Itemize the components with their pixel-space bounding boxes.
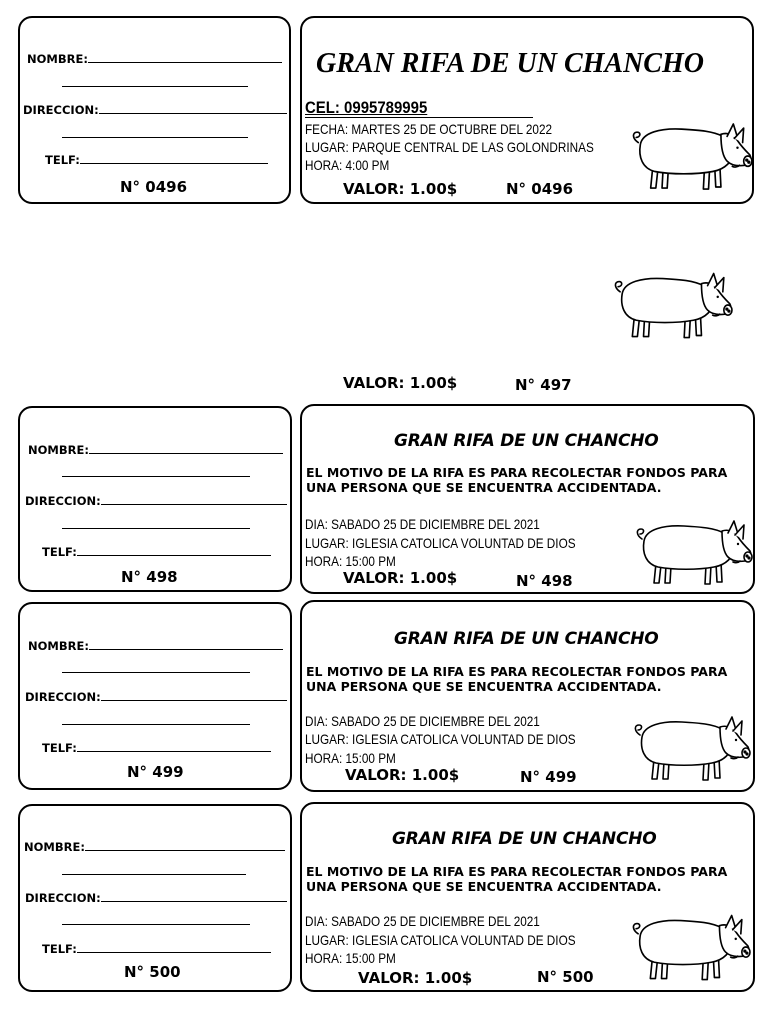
price-label: VALOR: 1.00$ — [345, 766, 460, 784]
direccion-field — [25, 891, 287, 905]
price-label: VALOR: 1.00$ — [343, 180, 458, 198]
raffle-purpose — [306, 864, 727, 894]
pig-icon — [630, 116, 754, 196]
ticket-number: N° 497 — [515, 376, 572, 394]
purpose-line-2: UNA PERSONA QUE SE ENCUENTRA ACCIDENTADA. — [306, 879, 662, 894]
pig-icon — [632, 708, 752, 788]
telf-label: TELF: — [42, 942, 77, 956]
direccion-label: DIRECCION: — [25, 690, 101, 704]
nombre-field — [28, 639, 283, 653]
direccion-field — [23, 103, 287, 117]
raffle-purpose — [306, 664, 727, 694]
raffle-title: GRAN RIFA DE UN CHANCHO — [394, 431, 659, 451]
ticket-number: N° 500 — [537, 968, 594, 986]
direccion-line-2 — [62, 724, 250, 725]
stub-number: N° 500 — [124, 963, 181, 981]
price-label: VALOR: 1.00$ — [343, 569, 458, 587]
telf-field — [42, 741, 271, 755]
nombre-field — [27, 52, 282, 66]
direccion-label: DIRECCION: — [23, 103, 99, 117]
nombre-label: NOMBRE: — [28, 443, 89, 457]
date-line: DIA: SABADO 25 DE DICIEMBRE DEL 2021 — [305, 913, 540, 929]
place-line: LUGAR: IGLESIA CATOLICA VOLUNTAD DE DIOS — [305, 731, 576, 747]
purpose-line-1: EL MOTIVO DE LA RIFA ES PARA RECOLECTAR FONDOS PARA — [306, 465, 728, 480]
time-line: HORA: 4:00 PM — [305, 157, 390, 173]
price-label: VALOR: 1.00$ — [343, 374, 458, 392]
price-label: VALOR: 1.00$ — [358, 969, 473, 987]
time-line: HORA: 15:00 PM — [305, 950, 396, 966]
raffle-purpose — [306, 465, 727, 495]
date-line: DIA: SABADO 25 DE DICIEMBRE DEL 2021 — [305, 516, 540, 532]
direccion-line-2 — [62, 528, 250, 529]
pig-icon — [634, 512, 754, 592]
nombre-line-2 — [62, 672, 250, 673]
nombre-field — [28, 443, 283, 457]
direccion-field — [25, 494, 287, 508]
phone-number: CEL: 0995789995 — [305, 98, 428, 117]
time-line: HORA: 15:00 PM — [305, 553, 396, 569]
stub-number: N° 0496 — [120, 178, 188, 196]
ticket-number: N° 498 — [516, 572, 573, 590]
telf-field — [45, 153, 268, 167]
date-line: FECHA: MARTES 25 DE OCTUBRE DEL 2022 — [305, 121, 553, 137]
ticket-number: N° 499 — [520, 768, 577, 786]
phone-underline — [305, 117, 533, 118]
telf-label: TELF: — [42, 545, 77, 559]
pig-icon — [612, 264, 734, 346]
nombre-line-2 — [62, 874, 246, 875]
telf-field — [42, 942, 271, 956]
telf-label: TELF: — [45, 153, 80, 167]
raffle-title: GRAN RIFA DE UN CHANCHO — [394, 629, 659, 649]
purpose-line-1: EL MOTIVO DE LA RIFA ES PARA RECOLECTAR FONDOS PARA — [306, 864, 728, 879]
nombre-label: NOMBRE: — [24, 840, 85, 854]
direccion-field — [25, 690, 287, 704]
nombre-line-2 — [62, 476, 250, 477]
nombre-label: NOMBRE: — [28, 639, 89, 653]
time-line: HORA: 15:00 PM — [305, 750, 396, 766]
nombre-label: NOMBRE: — [27, 52, 88, 66]
raffle-title: GRAN RIFA DE UN CHANCHO — [316, 48, 704, 79]
telf-label: TELF: — [42, 741, 77, 755]
direccion-line-2 — [62, 924, 250, 925]
purpose-line-2: UNA PERSONA QUE SE ENCUENTRA ACCIDENTADA. — [306, 480, 662, 495]
purpose-line-2: UNA PERSONA QUE SE ENCUENTRA ACCIDENTADA. — [306, 679, 662, 694]
stub-number: N° 499 — [127, 763, 184, 781]
date-line: DIA: SABADO 25 DE DICIEMBRE DEL 2021 — [305, 713, 540, 729]
purpose-line-1: EL MOTIVO DE LA RIFA ES PARA RECOLECTAR FONDOS PARA — [306, 664, 728, 679]
stub-number: N° 498 — [121, 568, 178, 586]
raffle-title: GRAN RIFA DE UN CHANCHO — [392, 829, 657, 849]
telf-field — [42, 545, 271, 559]
ticket-number: N° 0496 — [506, 180, 574, 198]
place-line: LUGAR: PARQUE CENTRAL DE LAS GOLONDRINAS — [305, 139, 594, 155]
direccion-label: DIRECCION: — [25, 891, 101, 905]
nombre-field — [24, 840, 285, 854]
place-line: LUGAR: IGLESIA CATOLICA VOLUNTAD DE DIOS — [305, 932, 576, 948]
direccion-label: DIRECCION: — [25, 494, 101, 508]
pig-icon — [630, 906, 752, 988]
place-line: LUGAR: IGLESIA CATOLICA VOLUNTAD DE DIOS — [305, 535, 576, 551]
direccion-line-2 — [62, 137, 248, 138]
nombre-line-2 — [62, 86, 248, 87]
